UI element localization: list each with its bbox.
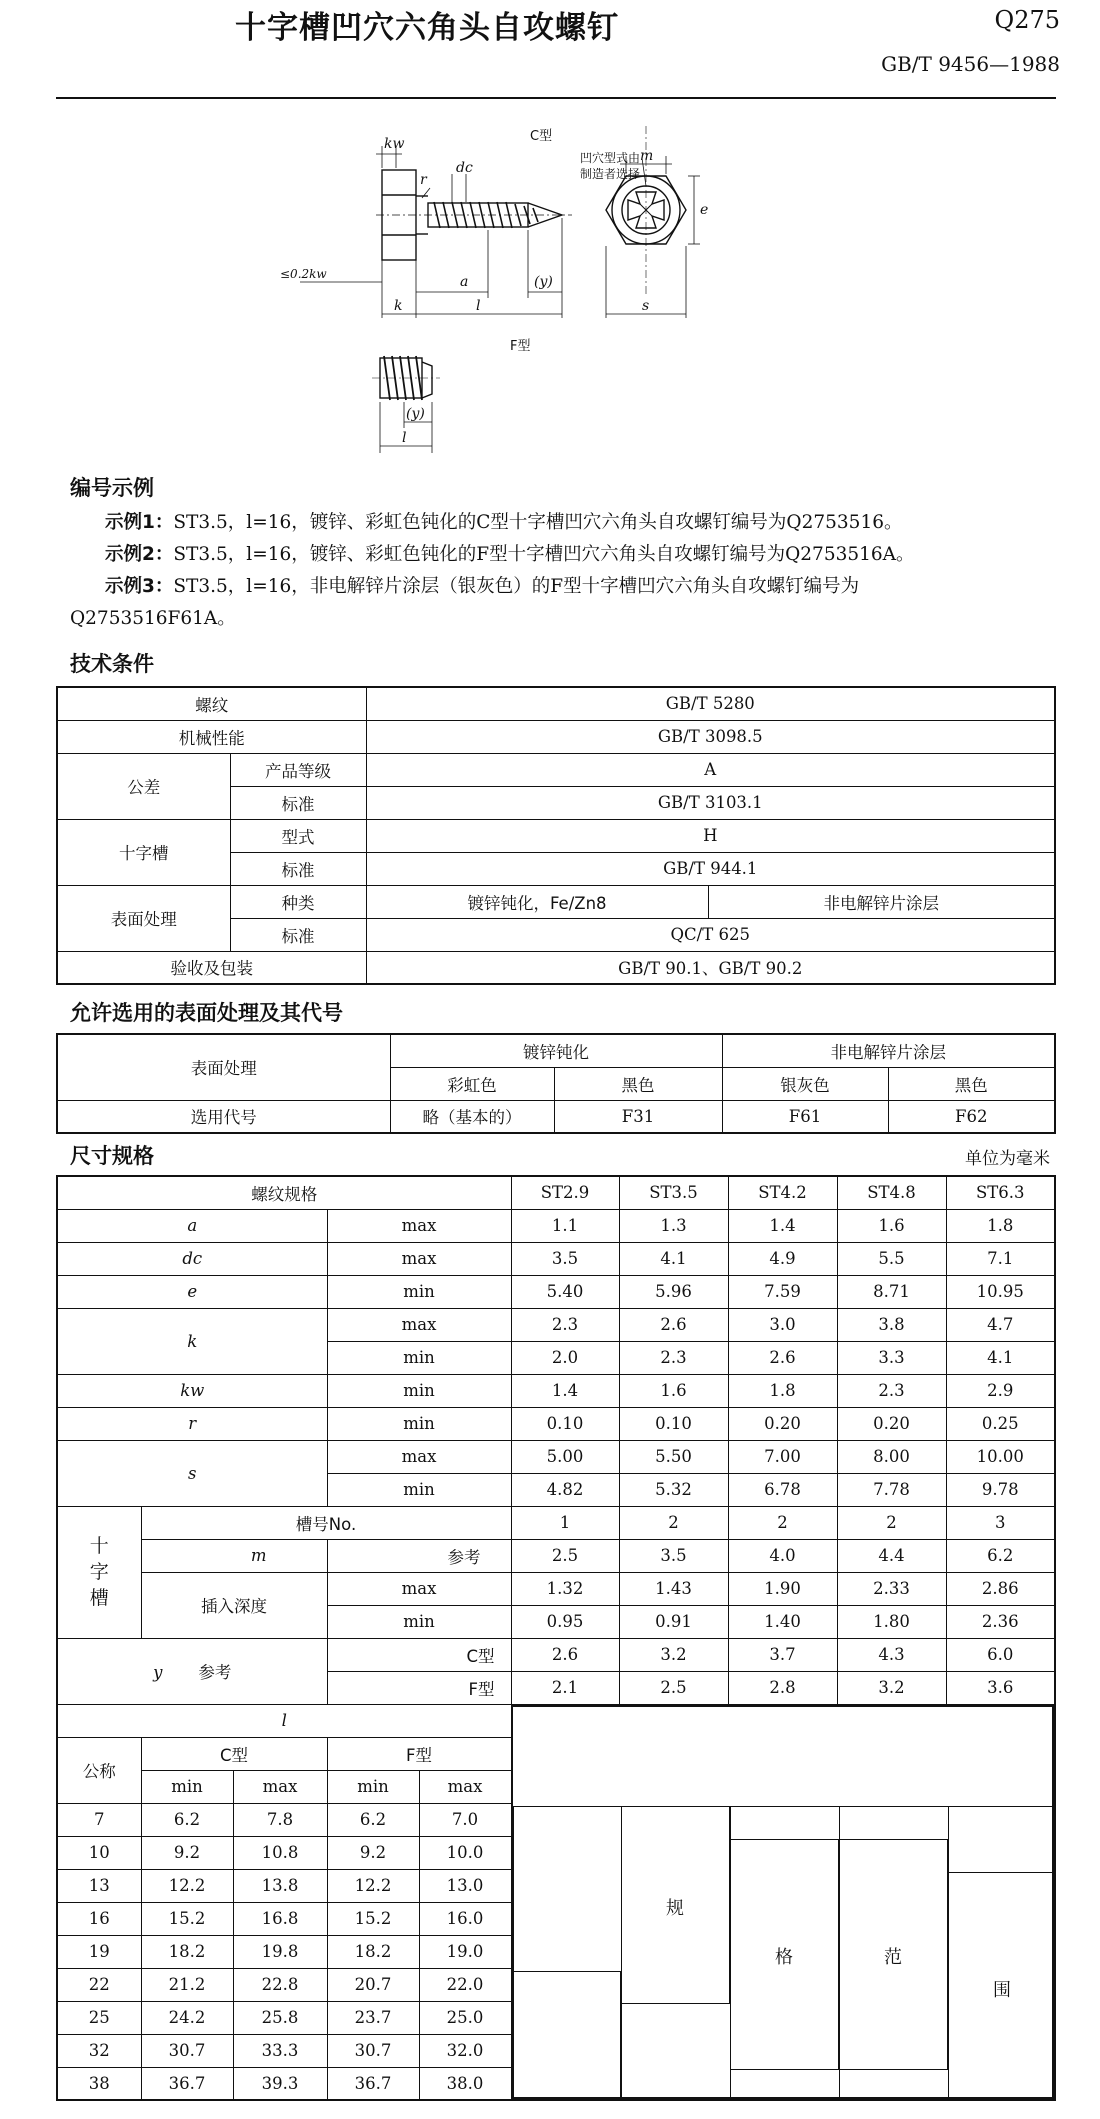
dim-value: 1.1: [511, 1209, 619, 1242]
range-top-line: [513, 1806, 1053, 1807]
length-value: 9.2: [327, 1836, 419, 1869]
cell-code-3: F61: [722, 1100, 888, 1133]
dim-qualifier: max: [327, 1308, 511, 1341]
y-f-value: 2.1: [511, 1671, 619, 1704]
m-ref: 参考: [327, 1539, 511, 1572]
screw-drawing: [280, 118, 840, 453]
range-column-line: [839, 1806, 840, 2098]
cell-kind: 种类: [230, 885, 366, 918]
cell-tol-std: GB/T 3103.1: [366, 786, 1055, 819]
dim-value: 8.00: [837, 1440, 946, 1473]
dim-qualifier: max: [327, 1242, 511, 1275]
slot-value: 3: [946, 1506, 1055, 1539]
table-row: [57, 1209, 1055, 1242]
cell-sub-2: 黑色: [554, 1067, 722, 1100]
slot-value: 2: [619, 1506, 728, 1539]
size-range-label: 范: [884, 1947, 902, 1968]
depth-min-value: 1.40: [728, 1605, 837, 1638]
y-f-value: 3.6: [946, 1671, 1055, 1704]
dim-value: 0.25: [946, 1407, 1055, 1440]
size-range-label: 围: [993, 1980, 1011, 2001]
dim-value: 7.00: [728, 1440, 837, 1473]
length-value: 18.2: [141, 1935, 233, 1968]
y-c-value: 3.2: [619, 1638, 728, 1671]
screw-head-top-view: [280, 118, 686, 244]
label-e: e: [700, 202, 709, 218]
dimensions-table: [56, 1175, 1056, 2101]
dim-value: 3.8: [837, 1308, 946, 1341]
f-min-header: min: [327, 1770, 419, 1803]
spec-label: 螺纹规格: [57, 1176, 511, 1209]
dim-symbol: e: [57, 1275, 327, 1308]
dim-value: 5.5: [837, 1242, 946, 1275]
range-column-line: [730, 1806, 731, 2098]
m-value: 6.2: [946, 1539, 1055, 1572]
dim-value: 9.78: [946, 1473, 1055, 1506]
cell-grade: 产品等级: [230, 753, 366, 786]
length-value: 36.7: [327, 2067, 419, 2100]
dimensions-heading: 尺寸规格: [70, 1144, 154, 1168]
length-nominal: 7: [57, 1803, 141, 1836]
example-3-text: ST3.5，l=16，非电解锌片涂层（银灰色）的F型十字槽凹穴六角头自攻螺钉编号为: [173, 576, 860, 597]
length-nominal: 16: [57, 1902, 141, 1935]
table-row: [57, 1638, 1055, 1671]
dim-value: 2.6: [619, 1308, 728, 1341]
y-f-value: 2.8: [728, 1671, 837, 1704]
depth-max-value: 2.33: [837, 1572, 946, 1605]
m-value: 3.5: [619, 1539, 728, 1572]
dim-value: 0.10: [619, 1407, 728, 1440]
length-value: 24.2: [141, 2001, 233, 2034]
cell-recess-std-label: 标准: [230, 852, 366, 885]
dim-value: 7.78: [837, 1473, 946, 1506]
range-column-line: [513, 1806, 514, 2098]
length-nominal: 19: [57, 1935, 141, 1968]
f-type-header: F型: [327, 1737, 511, 1770]
y-ref: 参考: [198, 1663, 232, 1682]
y-label: [57, 1638, 327, 1704]
dim-value: 1.8: [728, 1374, 837, 1407]
label-k: k: [394, 298, 403, 314]
recess-vertical-label: 十字槽: [57, 1506, 141, 1638]
dim-value: 4.1: [946, 1341, 1055, 1374]
label-r: r: [420, 172, 427, 188]
y-c-type: C型: [327, 1638, 511, 1671]
c-max-header: max: [233, 1770, 327, 1803]
cell-accept-std: GB/T 90.1、GB/T 90.2: [366, 951, 1055, 984]
length-value: 20.7: [327, 1968, 419, 2001]
depth-label: 插入深度: [141, 1572, 327, 1638]
label-y: (y): [534, 274, 553, 290]
example-3-label: 示例3：: [105, 576, 174, 597]
document-code: Q275: [994, 6, 1060, 34]
dim-qualifier: max: [327, 1209, 511, 1242]
f-max-header: max: [419, 1770, 511, 1803]
m-symbol: m: [141, 1539, 327, 1572]
table-row: [57, 1275, 1055, 1308]
dim-value: 3.5: [511, 1242, 619, 1275]
cell-group-1: 镀锌钝化: [390, 1034, 722, 1067]
c-type-label: C型: [530, 129, 553, 144]
y-f-value: 3.2: [837, 1671, 946, 1704]
cell-grade-val: A: [366, 753, 1055, 786]
dim-value: 1.4: [728, 1209, 837, 1242]
dim-value: 1.6: [837, 1209, 946, 1242]
table-row: [57, 1440, 1055, 1473]
dim-value: 5.96: [619, 1275, 728, 1308]
dim-value: 4.7: [946, 1308, 1055, 1341]
recess-note-2: 制造者选择: [580, 167, 641, 181]
example-3-continued: Q2753516F61A。: [70, 608, 236, 629]
length-value: 33.3: [233, 2034, 327, 2067]
dim-symbol: r: [57, 1407, 327, 1440]
length-value: 15.2: [327, 1902, 419, 1935]
example-2: [105, 540, 915, 570]
dim-value: 1.3: [619, 1209, 728, 1242]
size-range-box: [948, 1872, 1056, 2101]
cell-recess-std: GB/T 944.1: [366, 852, 1055, 885]
cell-tol-std-label: 标准: [230, 786, 366, 819]
length-nominal: 32: [57, 2034, 141, 2067]
length-value: 13.8: [233, 1869, 327, 1902]
size-range-label: 格: [775, 1947, 793, 1968]
length-value: 18.2: [327, 1935, 419, 1968]
example-1: [105, 508, 902, 538]
depth-min-value: 1.80: [837, 1605, 946, 1638]
cell-form-val: H: [366, 819, 1055, 852]
dim-value: 2.3: [837, 1374, 946, 1407]
m-value: 4.0: [728, 1539, 837, 1572]
m-value: 4.4: [837, 1539, 946, 1572]
example-3: [105, 572, 859, 602]
length-value: 30.7: [141, 2034, 233, 2067]
length-value: 12.2: [141, 1869, 233, 1902]
table-row: [57, 1704, 1055, 1737]
unit-note: 单位为毫米: [965, 1149, 1050, 1169]
y-c-value: 6.0: [946, 1638, 1055, 1671]
cell-kind-2: 非电解锌片涂层: [708, 885, 1055, 918]
length-value: 19.0: [419, 1935, 511, 1968]
designation-heading: 编号示例: [70, 476, 154, 500]
length-value: 22.8: [233, 1968, 327, 2001]
label-a: a: [460, 274, 469, 290]
length-value: 16.8: [233, 1902, 327, 1935]
dim-symbol: s: [57, 1440, 327, 1506]
table-row: [57, 1539, 1055, 1572]
dim-qualifier: min: [327, 1407, 511, 1440]
dim-value: 4.1: [619, 1242, 728, 1275]
dim-qualifier: min: [327, 1473, 511, 1506]
depth-max-label: max: [327, 1572, 511, 1605]
table-row: [57, 1407, 1055, 1440]
dim-value: 3.0: [728, 1308, 837, 1341]
length-value: 6.2: [327, 1803, 419, 1836]
cell-code-4: F62: [888, 1100, 1055, 1133]
length-value: 12.2: [327, 1869, 419, 1902]
length-value: 25.8: [233, 2001, 327, 2034]
y-c-value: 2.6: [511, 1638, 619, 1671]
size-range-box: [839, 1839, 948, 2070]
dim-value: 10.00: [946, 1440, 1055, 1473]
length-value: 38.0: [419, 2067, 511, 2100]
cell-surface-std: QC/T 625: [366, 918, 1055, 951]
size-range-box: [513, 1971, 621, 2101]
slot-value: 2: [837, 1506, 946, 1539]
size-range-box: [730, 1839, 839, 2070]
dim-value: 3.3: [837, 1341, 946, 1374]
label-tolerance: ≤0.2kw: [280, 267, 327, 281]
dim-value: 4.9: [728, 1242, 837, 1275]
surface-options-table: [56, 1033, 1056, 1134]
dim-value: 5.40: [511, 1275, 619, 1308]
cell-sub-4: 黑色: [888, 1067, 1055, 1100]
length-value: 21.2: [141, 1968, 233, 2001]
label-dc: dc: [456, 160, 473, 176]
cell-sub-1: 彩虹色: [390, 1067, 554, 1100]
cell-code-1: 略（基本的）: [390, 1100, 554, 1133]
size-range-graphic: [512, 1705, 1055, 2100]
length-nominal: 22: [57, 1968, 141, 2001]
dim-value: 1.4: [511, 1374, 619, 1407]
cell-form: 型式: [230, 819, 366, 852]
dim-symbol: dc: [57, 1242, 327, 1275]
label-m: m: [640, 148, 654, 164]
label-l-f: l: [402, 430, 407, 446]
cell-kind-1: 镀锌钝化，Fe/Zn8: [366, 885, 708, 918]
standard-number: GB/T 9456—1988: [881, 52, 1060, 76]
depth-max-value: 1.43: [619, 1572, 728, 1605]
header-rule: [56, 97, 1056, 99]
size-header: ST4.8: [837, 1176, 946, 1209]
tech-conditions-table: [56, 686, 1056, 985]
table-row: [57, 1572, 1055, 1605]
nominal-label: 公称: [57, 1737, 141, 1803]
label-l: l: [476, 298, 481, 314]
range-area: [511, 1704, 1055, 2100]
length-value: 13.0: [419, 1869, 511, 1902]
dim-value: 8.71: [837, 1275, 946, 1308]
dim-value: 2.3: [511, 1308, 619, 1341]
length-value: 7.8: [233, 1803, 327, 1836]
cell-mech: 机械性能: [57, 720, 366, 753]
y-c-value: 3.7: [728, 1638, 837, 1671]
depth-min-value: 0.91: [619, 1605, 728, 1638]
range-column-line: [948, 1806, 949, 2098]
dim-value: 10.95: [946, 1275, 1055, 1308]
m-value: 2.5: [511, 1539, 619, 1572]
dim-qualifier: min: [327, 1275, 511, 1308]
cell-recess: 十字槽: [57, 819, 230, 885]
label-s: s: [642, 298, 650, 314]
length-nominal: 10: [57, 1836, 141, 1869]
dim-qualifier: min: [327, 1374, 511, 1407]
slot-value: 1: [511, 1506, 619, 1539]
y-f-type: F型: [327, 1671, 511, 1704]
depth-max-value: 1.32: [511, 1572, 619, 1605]
dim-symbol: a: [57, 1209, 327, 1242]
dim-value: 2.9: [946, 1374, 1055, 1407]
dim-value: 2.3: [619, 1341, 728, 1374]
dim-value: 5.50: [619, 1440, 728, 1473]
length-value: 32.0: [419, 2034, 511, 2067]
f-type-screw-end: [372, 356, 440, 400]
size-header: ST6.3: [946, 1176, 1055, 1209]
dim-value: 1.6: [619, 1374, 728, 1407]
depth-min-value: 2.36: [946, 1605, 1055, 1638]
dim-value: 2.6: [728, 1341, 837, 1374]
length-value: 25.0: [419, 2001, 511, 2034]
f-type-label: F型: [510, 339, 531, 354]
dim-value: 1.8: [946, 1209, 1055, 1242]
length-value: 23.7: [327, 2001, 419, 2034]
length-value: 10.0: [419, 1836, 511, 1869]
length-value: 39.3: [233, 2067, 327, 2100]
length-value: 19.8: [233, 1935, 327, 1968]
dim-symbol: k: [57, 1308, 327, 1374]
size-header: ST3.5: [619, 1176, 728, 1209]
cell-surface: 表面处理: [57, 885, 230, 951]
table-row: [57, 1308, 1055, 1341]
surface-options-heading: 允许选用的表面处理及其代号: [70, 1001, 343, 1025]
size-range-label: 规: [666, 1897, 684, 1919]
dim-value: 2.0: [511, 1341, 619, 1374]
cell-group-2: 非电解锌片涂层: [722, 1034, 1055, 1067]
dim-value: 0.20: [728, 1407, 837, 1440]
cell-sub-3: 银灰色: [722, 1067, 888, 1100]
length-nominal: 38: [57, 2067, 141, 2100]
example-1-text: ST3.5，l=16，镀锌、彩虹色钝化的C型十字槽凹穴六角头自攻螺钉编号为Q2753516。: [173, 512, 903, 533]
length-value: 22.0: [419, 1968, 511, 2001]
dim-value: 5.32: [619, 1473, 728, 1506]
cell-surface-std-label: 标准: [230, 918, 366, 951]
depth-min-label: min: [327, 1605, 511, 1638]
y-f-value: 2.5: [619, 1671, 728, 1704]
dim-value: 0.20: [837, 1407, 946, 1440]
length-value: 6.2: [141, 1803, 233, 1836]
length-value: 30.7: [327, 2034, 419, 2067]
dim-qualifier: min: [327, 1341, 511, 1374]
length-value: 10.8: [233, 1836, 327, 1869]
example-2-text: ST3.5，l=16，镀锌、彩虹色钝化的F型十字槽凹穴六角头自攻螺钉编号为Q2753516A。: [173, 544, 915, 565]
cell-mech-std: GB/T 3098.5: [366, 720, 1055, 753]
dim-value: 7.1: [946, 1242, 1055, 1275]
l-symbol: l: [57, 1704, 511, 1737]
size-range-box: [621, 1806, 730, 2004]
depth-max-value: 1.90: [728, 1572, 837, 1605]
recess-note-1: 凹穴型式由: [580, 151, 641, 165]
document-title: 十字槽凹穴六角头自攻螺钉: [235, 10, 619, 46]
range-column-line: [621, 1806, 622, 2098]
y-symbol: y: [153, 1663, 163, 1682]
length-value: 9.2: [141, 1836, 233, 1869]
dim-value: 5.00: [511, 1440, 619, 1473]
dim-value: 6.78: [728, 1473, 837, 1506]
table-row: [57, 1506, 1055, 1539]
label-kw: kw: [384, 136, 405, 152]
slot-value: 2: [728, 1506, 837, 1539]
c-min-header: min: [141, 1770, 233, 1803]
cell-code-2: F31: [554, 1100, 722, 1133]
dim-value: 0.10: [511, 1407, 619, 1440]
cell-thread-std: GB/T 5280: [366, 687, 1055, 720]
table-row: [57, 1374, 1055, 1407]
depth-max-value: 2.86: [946, 1572, 1055, 1605]
size-header: ST2.9: [511, 1176, 619, 1209]
y-c-value: 4.3: [837, 1638, 946, 1671]
dim-qualifier: max: [327, 1440, 511, 1473]
table-row: [57, 1176, 1055, 1209]
dim-value: 7.59: [728, 1275, 837, 1308]
cell-surface-label: 表面处理: [57, 1034, 390, 1100]
dim-symbol: kw: [57, 1374, 327, 1407]
size-header: ST4.2: [728, 1176, 837, 1209]
label-y-f: (y): [406, 406, 425, 422]
example-2-label: 示例2：: [105, 544, 174, 565]
length-value: 15.2: [141, 1902, 233, 1935]
c-type-header: C型: [141, 1737, 327, 1770]
tech-heading: 技术条件: [70, 652, 154, 676]
length-nominal: 13: [57, 1869, 141, 1902]
dim-value: 4.82: [511, 1473, 619, 1506]
slot-no-label: 槽号No.: [141, 1506, 511, 1539]
cell-tolerance: 公差: [57, 753, 230, 819]
cell-accept: 验收及包装: [57, 951, 366, 984]
length-value: 16.0: [419, 1902, 511, 1935]
cell-thread: 螺纹: [57, 687, 366, 720]
table-row: [57, 1242, 1055, 1275]
cell-code-label: 选用代号: [57, 1100, 390, 1133]
length-value: 36.7: [141, 2067, 233, 2100]
length-value: 7.0: [419, 1803, 511, 1836]
example-1-label: 示例1：: [105, 512, 174, 533]
depth-min-value: 0.95: [511, 1605, 619, 1638]
length-nominal: 25: [57, 2001, 141, 2034]
